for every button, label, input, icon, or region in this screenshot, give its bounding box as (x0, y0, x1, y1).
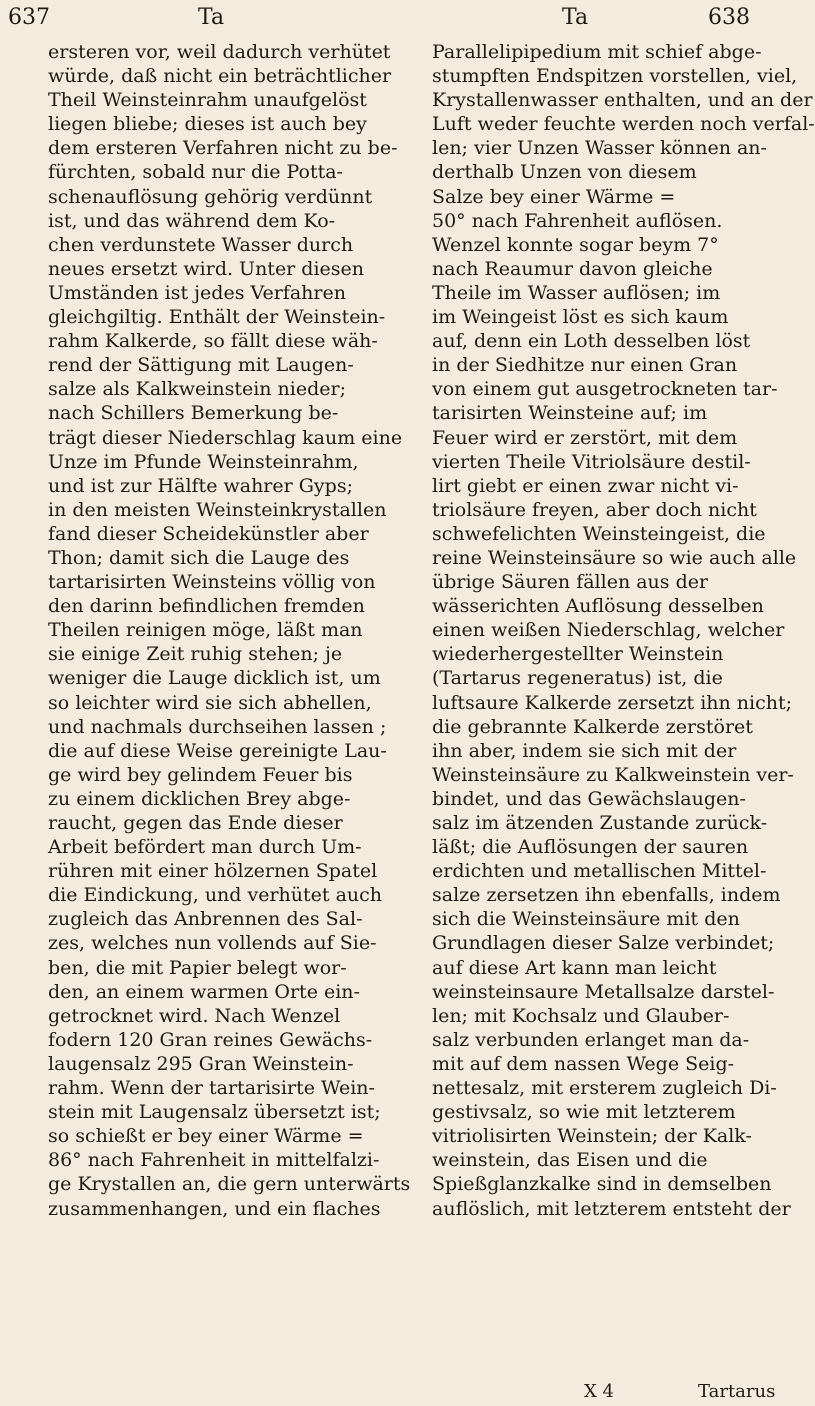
text-line: mit auf dem nassen Wege Seig- (432, 1052, 735, 1075)
text-line: Spießglanzkalke sind in demselben (432, 1173, 772, 1196)
text-line: auflöslich, mit letzterem entsteht der (432, 1197, 791, 1220)
text-line: rahm Kalkerde, so fällt diese wäh- (48, 330, 378, 353)
text-line: neues ersetzt wird. Unter diesen (48, 257, 365, 280)
right-text-column (432, 40, 815, 1221)
text-line: sie einige Zeit ruhig stehen; je (48, 643, 343, 666)
text-line: den darinn befindlichen fremden (48, 595, 365, 618)
text-line: nettesalz, mit ersterem zugleich Di- (432, 1077, 777, 1100)
text-line: ist, und das während dem Ko- (48, 209, 336, 232)
text-line: so schießt er bey einer Wärme = (48, 1125, 364, 1148)
text-line: in der Siedhitze nur einen Gran (432, 354, 738, 377)
text-line: chen verdunstete Wasser durch (48, 233, 354, 256)
text-line: laugensalz 295 Gran Weinstein- (48, 1052, 354, 1075)
signature-mark: X 4 (584, 1381, 614, 1402)
text-line: (Tartarus regeneratus) ist, die (432, 667, 723, 690)
text-line: fand dieser Scheidekünstler aber (48, 522, 369, 545)
text-line: in den meisten Weinsteinkrystallen (48, 498, 387, 521)
text-line: Theil Weinsteinrahm unaufgelöst (48, 89, 367, 112)
text-line: und ist zur Hälfte wahrer Gyps; (48, 474, 353, 497)
text-line: Unze im Pfunde Weinsteinrahm, (48, 450, 359, 473)
running-head-left: Ta (198, 5, 225, 30)
text-line: Wenzel konnte sogar beym 7° (432, 233, 719, 256)
text-line: raucht, gegen das Ende dieser (48, 812, 343, 834)
text-line: gleichgiltig. Enthält der Weinstein- (48, 306, 386, 329)
text-line: erdichten und metallischen Mittel- (432, 860, 767, 883)
text-line: übrige Säuren fällen aus der (432, 571, 709, 594)
left-text-column (48, 40, 411, 1221)
text-line: lirt giebt er einen zwar nicht vi- (432, 474, 739, 497)
text-line: fürchten, sobald nur die Potta- (48, 161, 343, 184)
text-line: ge Krystallen an, die gern unterwärts (48, 1173, 411, 1196)
text-line: reine Weinsteinsäure so wie auch alle (432, 546, 797, 569)
text-line: zusammenhangen, und ein flaches (48, 1197, 381, 1220)
text-line: nach Schillers Bemerkung be- (48, 402, 339, 425)
text-line: len; vier Unzen Wasser können an- (432, 137, 767, 160)
text-line: läßt; die Auflösungen der sauren (432, 836, 749, 859)
text-line: die Eindickung, und verhütet auch (48, 884, 383, 907)
text-line: getrocknet wird. Nach Wenzel (48, 1004, 341, 1027)
text-line: 86° nach Fahrenheit in mittelfalzi- (48, 1149, 380, 1172)
text-line: bindet, und das Gewächslaugen- (432, 787, 746, 810)
text-line: zes, welches nun vollends auf Sie- (48, 932, 377, 955)
text-line: den, an einem warmen Orte ein- (48, 980, 360, 1003)
text-line: stumpften Endspitzen vorstellen, viel, (432, 65, 798, 88)
text-line: salz verbunden erlanget man da- (432, 1028, 750, 1051)
text-line: einen weißen Niederschlag, welcher (432, 619, 785, 642)
text-line: luftsaure Kalkerde zersetzt ihn nicht; (432, 691, 793, 714)
text-line: Luft weder feuchte werden noch verfal- (432, 113, 815, 136)
text-line: tartarisirten Weinsteins völlig von (48, 571, 376, 594)
text-line: Salze bey einer Wärme = (432, 185, 676, 208)
text-line: schwefelichten Weinsteingeist, die (432, 522, 766, 545)
text-line: vitriolisirten Weinstein; der Kalk- (432, 1125, 752, 1148)
text-line: zugleich das Anbrennen des Sal- (48, 908, 363, 931)
text-line: weinsteinsaure Metallsalze darstel- (432, 980, 775, 1003)
text-line: auf, denn ein Loth desselben löst (432, 330, 751, 353)
text-line: rahm. Wenn der tartarisirte Wein- (48, 1077, 375, 1100)
text-line: trägt dieser Niederschlag kaum eine (48, 426, 403, 449)
text-line: ben, die mit Papier belegt wor- (48, 956, 347, 979)
text-line: zu einem dicklichen Brey abge- (48, 787, 351, 810)
text-line: weinstein, das Eisen und die (432, 1149, 708, 1172)
text-line: von einem gut ausgetrockneten tar- (432, 378, 778, 401)
text-line: dem ersteren Verfahren nicht zu be- (48, 137, 398, 160)
text-line: Weinsteinsäure zu Kalkweinstein ver- (432, 763, 794, 786)
text-line: Parallelipipedium mit schief abge- (432, 41, 762, 63)
text-line: Krystallenwasser enthalten, und an der (432, 89, 813, 112)
text-line: salze zersetzen ihn ebenfalls, indem (432, 884, 781, 907)
text-line: die gebrannte Kalkerde zerstöret (432, 715, 753, 738)
text-line: Thon; damit sich die Lauge des (48, 546, 350, 569)
text-line: nach Reaumur davon gleiche (432, 257, 713, 280)
text-line: 50° nach Fahrenheit auflösen. (432, 209, 723, 232)
text-line: Umständen ist jedes Verfahren (48, 281, 346, 304)
catchword: Tartarus (698, 1381, 776, 1402)
text-line: stein mit Laugensalz übersetzt ist; (48, 1101, 381, 1124)
text-line: Theile im Wasser auflösen; im (432, 281, 721, 304)
running-head-right: Ta (562, 5, 589, 30)
text-line: so leichter wird sie sich abhellen, (48, 691, 372, 714)
text-line: rühren mit einer hölzernen Spatel (48, 860, 378, 883)
text-line: die auf diese Weise gereinigte Lau- (48, 739, 387, 762)
text-line: wässerichten Auflösung desselben (432, 595, 764, 618)
text-line: derthalb Unzen von diesem (432, 161, 697, 184)
text-line: Grundlagen dieser Salze verbindet; (432, 932, 775, 955)
page-number-left: 637 (8, 5, 50, 30)
page-number-right: 638 (708, 5, 750, 30)
text-line: ihn aber, indem sie sich mit der (432, 739, 737, 762)
text-line: auf diese Art kann man leicht (432, 956, 717, 979)
text-line: gestivsalz, so wie mit letzterem (432, 1101, 736, 1124)
text-line: salze als Kalkweinstein nieder; (48, 378, 347, 401)
text-line: vierten Theile Vitriolsäure destil- (432, 450, 751, 473)
text-line: sich die Weinsteinsäure mit den (432, 908, 740, 931)
text-line: wiederhergestellter Weinstein (432, 643, 724, 666)
text-line: Arbeit befördert man durch Um- (48, 836, 362, 859)
text-line: tarisirten Weinsteine auf; im (432, 402, 708, 425)
text-line: schenauflösung gehörig verdünnt (48, 185, 373, 208)
page-header (0, 0, 800, 40)
text-line: weniger die Lauge dicklich ist, um (48, 667, 381, 690)
text-line: Theilen reinigen möge, läßt man (48, 619, 363, 642)
text-line: liegen bliebe; dieses ist auch bey (48, 113, 367, 136)
text-line: im Weingeist löst es sich kaum (432, 306, 729, 329)
text-line: würde, daß nicht ein beträchtlicher (48, 65, 392, 88)
text-line: Feuer wird er zerstört, mit dem (432, 426, 738, 449)
text-line: ersteren vor, weil dadurch verhütet (48, 41, 391, 63)
text-line: salz im ätzenden Zustande zurück- (432, 812, 768, 834)
text-line: len; mit Kochsalz und Glauber- (432, 1004, 730, 1027)
text-line: rend der Sättigung mit Laugen- (48, 354, 354, 377)
text-line: triolsäure freyen, aber doch nicht (432, 498, 757, 521)
text-line: fodern 120 Gran reines Gewächs- (48, 1028, 373, 1051)
text-line: ge wird bey gelindem Feuer bis (48, 763, 353, 786)
text-line: und nachmals durchseihen lassen ; (48, 715, 387, 738)
